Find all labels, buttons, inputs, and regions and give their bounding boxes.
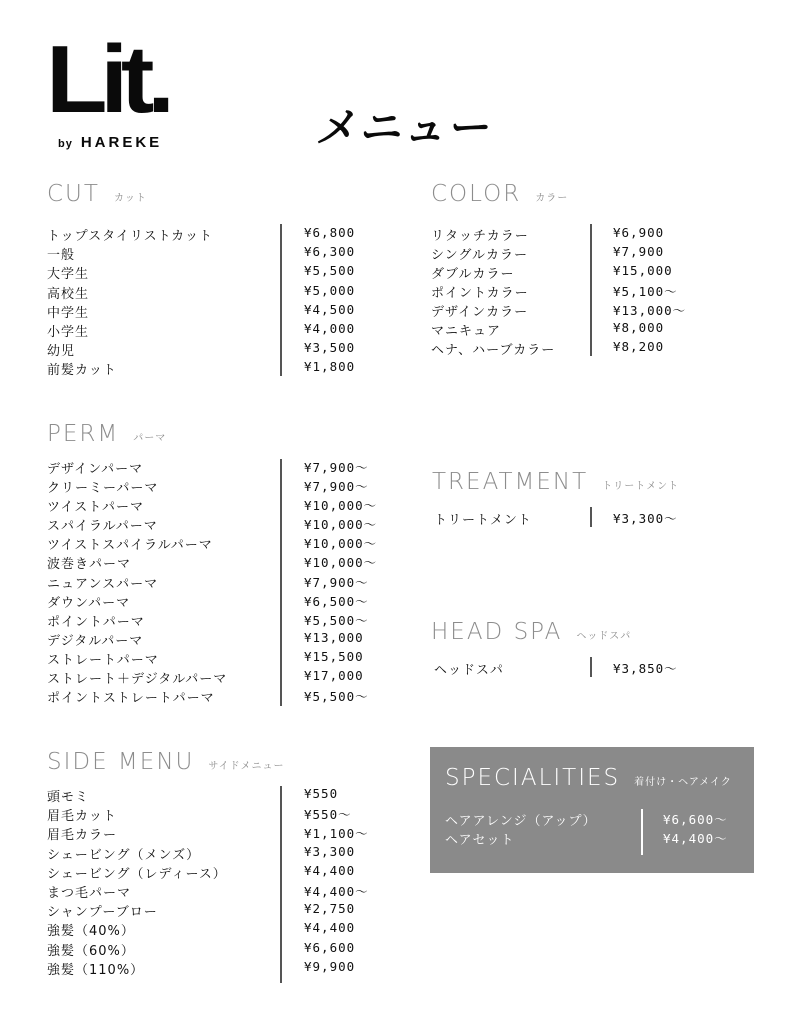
divider: [641, 809, 643, 855]
logo: Lit.: [46, 26, 168, 133]
menu-item-name: 強髪（40%）: [47, 924, 135, 940]
menu-item-price: ¥8,200: [613, 339, 665, 354]
menu-item-name: 眉毛カット: [47, 809, 117, 825]
menu-item-name: ツイストスパイラルパーマ: [47, 538, 213, 554]
menu-item-price: ¥3,300〜: [613, 511, 678, 526]
menu-item-name: 幼児: [47, 344, 76, 360]
section-perm-subtitle: パーマ: [133, 433, 167, 444]
section-cut-title: CUT: [47, 181, 100, 207]
page-title: メニュー: [313, 103, 498, 152]
menu-item-name: デジタルパーマ: [47, 633, 144, 649]
section-special-header: [445, 765, 732, 791]
menu-item-name: ニュアンスパーマ: [47, 576, 159, 592]
menu-item-price: ¥2,750: [304, 901, 356, 917]
menu-item-price: ¥13,000〜: [613, 303, 687, 318]
menu-item-price: ¥7,900〜: [304, 574, 369, 590]
section-color-header: [431, 181, 568, 207]
menu-item-price: ¥13,000: [304, 629, 364, 645]
section-treatment-title: TREATMENT: [432, 469, 589, 495]
section-perm-header: [47, 421, 166, 447]
menu-item-name: ヘッドスパ: [434, 663, 504, 678]
section-cut-header: [47, 181, 147, 207]
menu-item-name: ストレートパーマ: [47, 652, 159, 668]
menu-item-price: ¥10,000〜: [304, 517, 378, 533]
menu-item-price: ¥7,900〜: [304, 479, 369, 495]
section-headspa-header: [431, 619, 631, 645]
menu-item-name: ポイントパーマ: [47, 614, 145, 630]
menu-item-name: 強髪（110%）: [47, 962, 145, 978]
section-treatment-subtitle: トリートメント: [602, 481, 680, 492]
menu-item-price: ¥6,600〜: [663, 812, 728, 827]
menu-item-price: ¥5,000: [304, 282, 356, 298]
section-perm-title: PERM: [47, 421, 120, 447]
menu-item-name: シェービング（レディース）: [47, 866, 227, 882]
menu-item-price: ¥10,000〜: [304, 498, 378, 514]
logo-subtitle: [58, 134, 162, 151]
menu-item-price: ¥1,800: [304, 359, 356, 375]
menu-item-price: ¥4,000: [304, 320, 356, 336]
menu-item-price: ¥6,600: [304, 939, 356, 955]
section-headspa-title: HEAD SPA: [431, 619, 563, 645]
menu-item-price: ¥4,500: [304, 301, 356, 317]
menu-item-name: ヘナ、ハーブカラー: [431, 343, 556, 358]
menu-item-price: ¥10,000〜: [304, 536, 378, 552]
logo-by: by: [58, 138, 73, 150]
menu-item-price: ¥4,400: [304, 920, 356, 936]
divider: [280, 786, 282, 983]
menu-item-name: トリートメント: [434, 513, 532, 528]
menu-item-name: 前髪カット: [47, 363, 117, 379]
menu-item-price: ¥7,900: [613, 244, 665, 259]
menu-item-price: ¥5,100〜: [613, 284, 678, 299]
menu-item-name: 高校生: [47, 286, 90, 302]
menu-item-price: ¥3,500: [304, 340, 356, 356]
menu-item-name: ポイントカラー: [431, 286, 529, 301]
divider: [280, 459, 282, 706]
menu-item-name: 小学生: [47, 324, 90, 340]
menu-item-price: ¥8,000: [613, 320, 665, 335]
menu-item-price: ¥9,900: [304, 958, 356, 974]
menu-item-name: ダブルカラー: [431, 267, 515, 282]
menu-item-price: ¥5,500: [304, 263, 356, 279]
menu-item-price: ¥5,500〜: [304, 612, 369, 628]
menu-item-price: ¥15,000: [613, 263, 673, 278]
specialities-box: [430, 747, 754, 873]
menu-item-name: シングルカラー: [431, 248, 529, 263]
menu-item-price: ¥15,500: [304, 648, 364, 664]
menu-item-name: 頭モミ: [47, 790, 90, 805]
menu-item-price: ¥550: [304, 786, 339, 801]
menu-item-price: ¥550〜: [304, 807, 352, 823]
menu-item-name: デザインパーマ: [47, 462, 144, 477]
menu-item-name: シャンプーブロー: [47, 905, 158, 921]
menu-item-name: デザインカラー: [431, 305, 529, 320]
section-side-subtitle: サイドメニュー: [208, 761, 285, 772]
menu-item-name: トップスタイリストカット: [47, 229, 214, 244]
menu-item-price: ¥3,300: [304, 843, 356, 859]
menu-item-name: ヘアアレンジ（アップ）: [445, 814, 597, 829]
section-treatment-header: [432, 469, 679, 495]
menu-item-price: ¥6,900: [613, 225, 665, 240]
menu-item-name: シェービング（メンズ）: [47, 847, 201, 863]
menu-item-price: ¥4,400〜: [304, 883, 369, 899]
divider: [590, 507, 592, 527]
menu-item-name: 大学生: [47, 267, 90, 283]
menu-item-price: ¥6,800: [304, 225, 356, 240]
menu-item-price: ¥3,850〜: [613, 661, 678, 676]
menu-item-name: 中学生: [47, 305, 90, 321]
section-side-header: [47, 749, 285, 775]
menu-item-name: ダウンパーマ: [47, 595, 131, 611]
menu-item-price: ¥5,500〜: [304, 689, 369, 705]
menu-item-name: ポイントストレートパーマ: [47, 691, 215, 707]
menu-item-name: ストレート＋デジタルパーマ: [47, 672, 228, 688]
divider: [280, 224, 282, 376]
menu-item-price: ¥7,900〜: [304, 460, 369, 475]
menu-item-price: ¥4,400: [304, 862, 356, 878]
menu-item-name: マニキュア: [431, 324, 502, 339]
menu-item-price: ¥6,300: [304, 244, 356, 260]
menu-item-name: 眉毛カラー: [47, 828, 118, 844]
menu-item-name: 波巻きパーマ: [47, 557, 132, 573]
section-color-title: COLOR: [431, 181, 522, 207]
menu-item-name: まつ毛パーマ: [47, 885, 132, 901]
divider: [590, 657, 592, 677]
section-cut-subtitle: カット: [113, 193, 147, 204]
section-side-title: SIDE MENU: [47, 749, 195, 775]
section-color-subtitle: カラー: [535, 193, 569, 204]
menu-item-name: ヘアセット: [445, 833, 515, 848]
menu-item-price: ¥17,000: [304, 668, 364, 684]
menu-item-price: ¥10,000〜: [304, 555, 378, 571]
section-special-subtitle: 着付け・ヘアメイク: [634, 777, 732, 788]
menu-item-name: リタッチカラー: [431, 229, 529, 244]
menu-item-name: クリーミーパーマ: [47, 481, 159, 497]
menu-item-price: ¥6,500〜: [304, 593, 369, 609]
logo-brand: HAREKE: [80, 134, 163, 151]
section-headspa-subtitle: ヘッドスパ: [576, 631, 632, 642]
menu-item-name: 一般: [47, 248, 76, 264]
menu-item-name: 強髪（60%）: [47, 943, 135, 959]
menu-item-price: ¥4,400〜: [663, 831, 728, 846]
divider: [590, 224, 592, 356]
menu-item-price: ¥1,100〜: [304, 826, 369, 842]
menu-item-name: スパイラルパーマ: [47, 519, 158, 535]
section-special-title: SPECIALITIES: [445, 765, 621, 791]
menu-item-name: ツイストパーマ: [47, 500, 144, 516]
